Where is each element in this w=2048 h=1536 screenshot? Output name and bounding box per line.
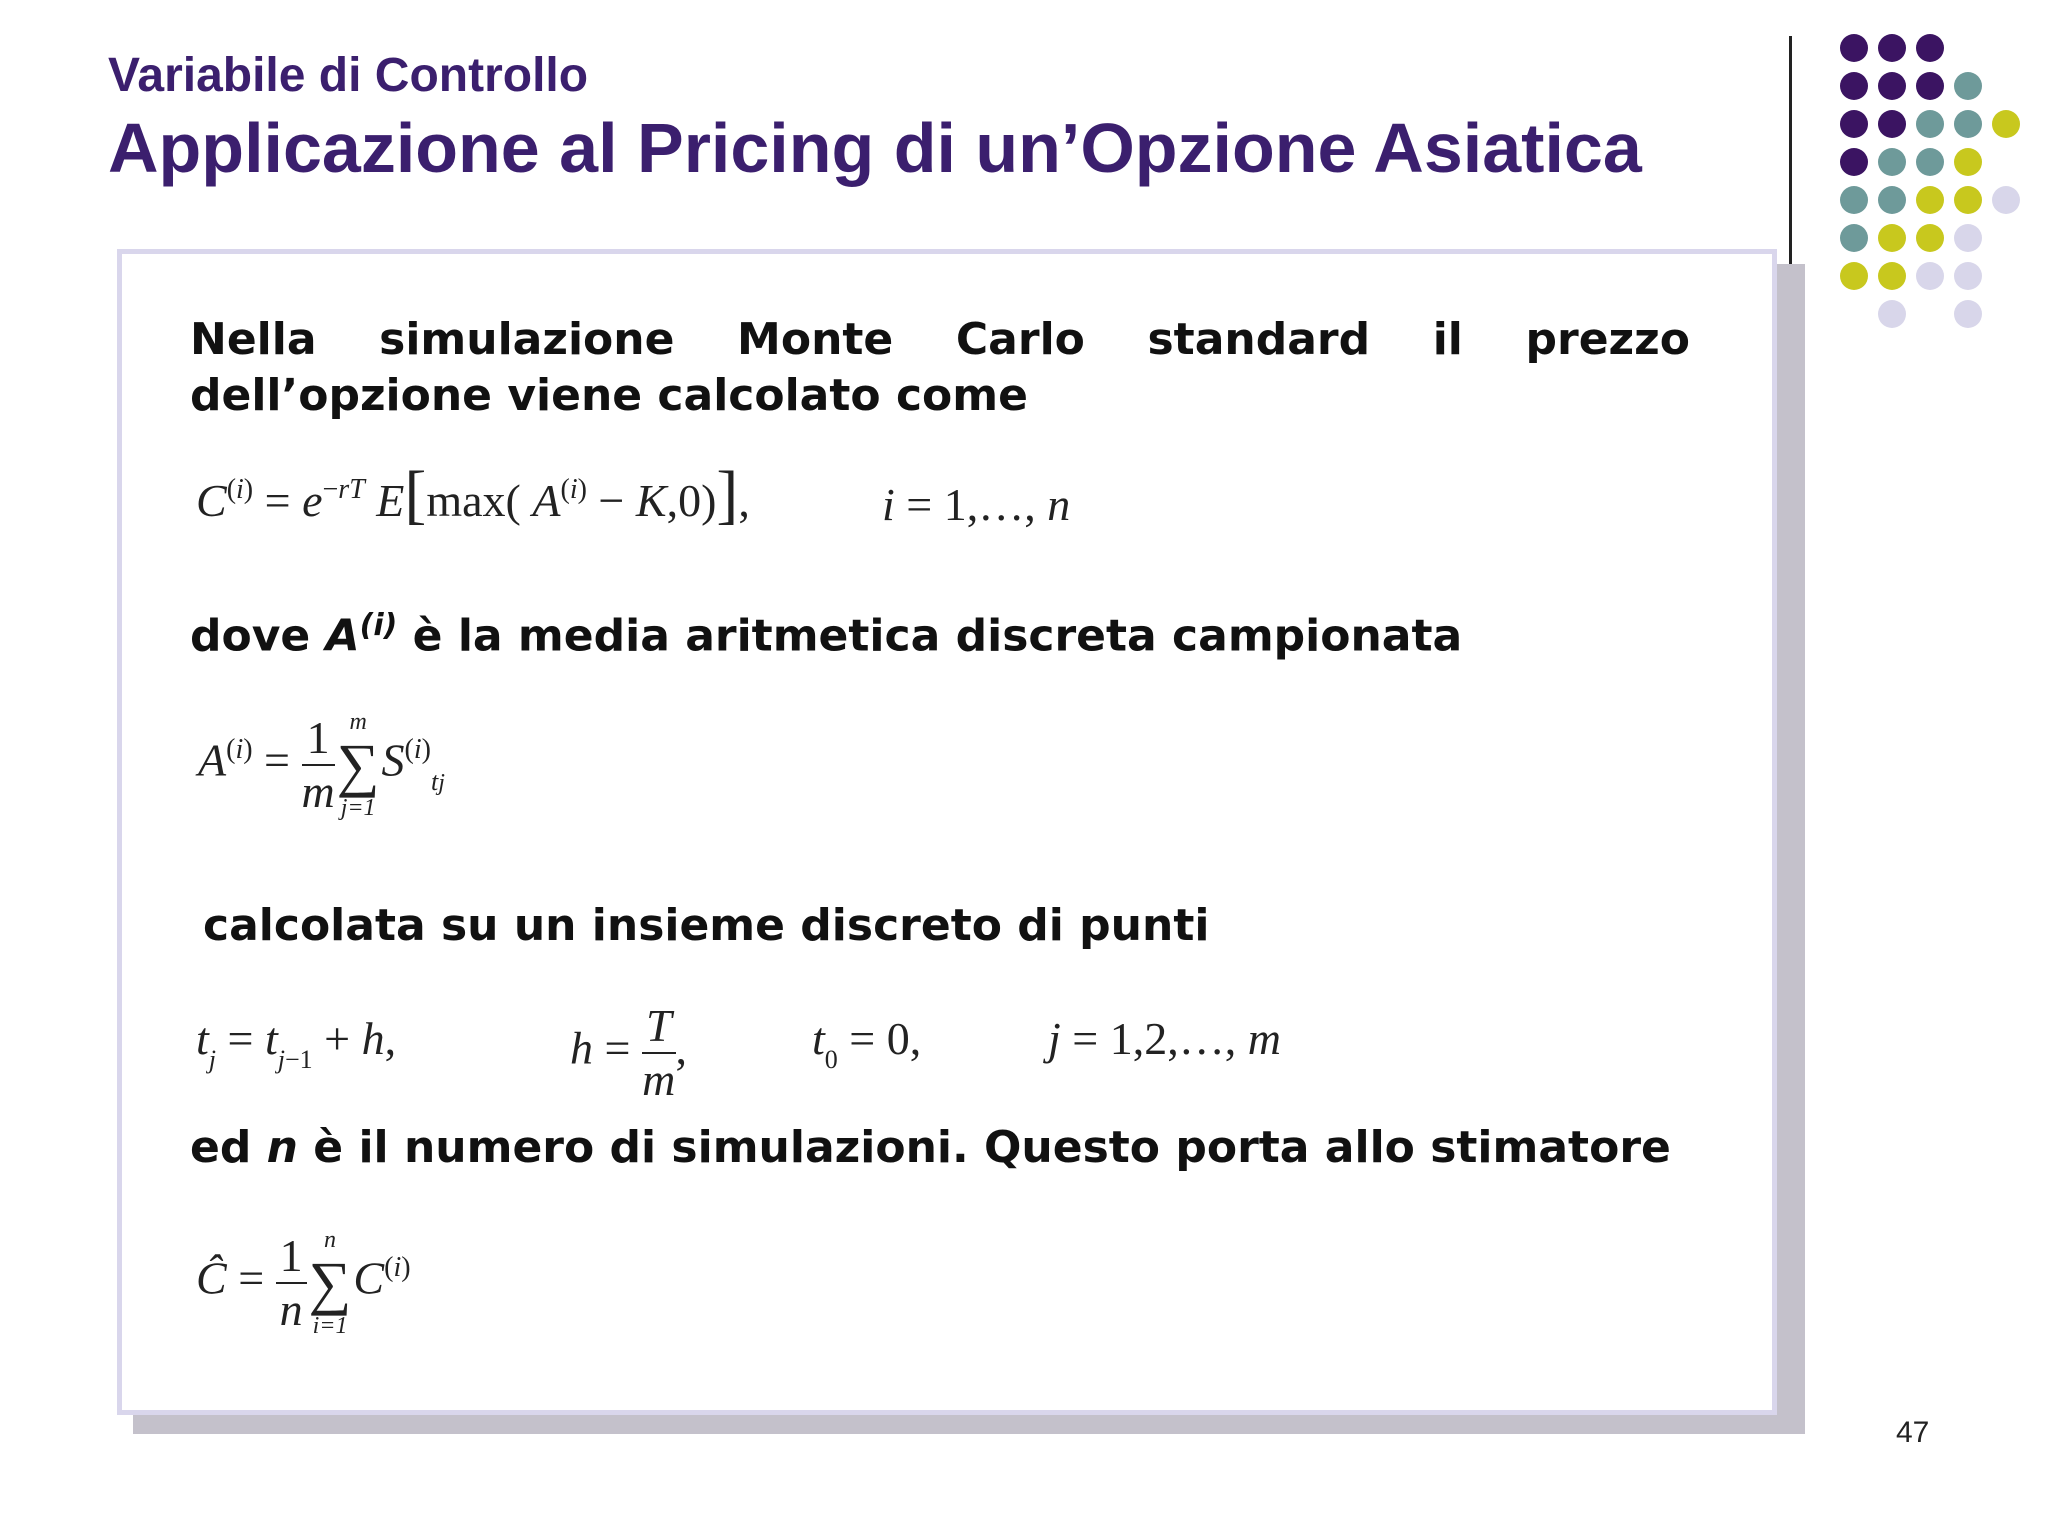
decor-dot xyxy=(1954,186,1982,214)
formula-initial-time: $t_0 = 0$, xyxy=(812,1013,922,1074)
formula-option-price: $C^{(i)} = e^{-rT}$ E[max( $A^{(i)} - K,0$)], xyxy=(196,458,750,531)
text-segment: è il numero di simulazioni. Questo porta allo stimatore xyxy=(297,1122,1671,1173)
decor-dot xyxy=(1916,186,1944,214)
decor-dot xyxy=(1916,110,1944,138)
text-segment: dove xyxy=(190,610,326,662)
decor-dot xyxy=(1878,34,1906,62)
paragraph-discrete-points: calcolata su un insieme discreto di punti xyxy=(203,900,1210,951)
formula-time-grid: $t_j = t_{j-1} + h$, xyxy=(196,1013,397,1074)
decor-dot xyxy=(1878,110,1906,138)
decor-dot xyxy=(1992,110,2020,138)
variable-n: n xyxy=(266,1122,298,1173)
decor-dot xyxy=(1916,148,1944,176)
decor-dot xyxy=(1878,72,1906,100)
formula-index-range-j: j = 1,2,…, m xyxy=(1048,1013,1281,1064)
formula-step-size: h = $\frac{T}{m}$ , xyxy=(570,1000,688,1105)
slide-subtitle: Variabile di Controllo xyxy=(108,49,589,102)
slide-title: Applicazione al Pricing di un’Opzione Asiatica xyxy=(108,109,1642,187)
variable-a-superscript: (i) xyxy=(359,608,398,643)
text-segment: è la media aritmetica discreta campionata xyxy=(397,610,1463,662)
variable-a: A xyxy=(325,610,360,662)
decor-dot xyxy=(1954,148,1982,176)
page-number: 47 xyxy=(1896,1416,1930,1449)
decor-dot xyxy=(1954,300,1982,328)
paragraph-estimator xyxy=(190,1120,1690,1176)
decor-dot xyxy=(1878,148,1906,176)
decor-dot xyxy=(1916,72,1944,100)
decor-dot xyxy=(1878,262,1906,290)
decor-dot xyxy=(1992,186,2020,214)
paragraph-mean-definition xyxy=(190,598,1690,665)
decor-dot xyxy=(1954,110,1982,138)
decor-dot xyxy=(1840,224,1868,252)
decor-dot xyxy=(1840,148,1868,176)
decor-dot xyxy=(1954,262,1982,290)
decor-dot xyxy=(1840,34,1868,62)
decor-dot xyxy=(1878,186,1906,214)
decor-dot xyxy=(1954,72,1982,100)
paragraph-intro: Nella simulazione Monte Carlo standard il prezzo dell’opzione viene calcolato come xyxy=(190,314,1690,421)
formula-index-range-i: i = 1,…, n xyxy=(882,479,1071,530)
decor-dot xyxy=(1954,224,1982,252)
decor-dot xyxy=(1916,262,1944,290)
decor-dot xyxy=(1840,110,1868,138)
decor-dot xyxy=(1916,224,1944,252)
decor-dot xyxy=(1878,224,1906,252)
decor-dot xyxy=(1840,186,1868,214)
formula-estimator: Ĉ = $\frac{1}{n}$ n ∑ i=1 $C^{(i)}$ xyxy=(196,1227,411,1339)
decor-dot xyxy=(1840,262,1868,290)
text-segment: ed xyxy=(190,1122,267,1173)
decor-dot xyxy=(1916,34,1944,62)
decor-dot xyxy=(1840,72,1868,100)
formula-arithmetic-mean: $A^{(i)}$ = $\frac{1}{m}$ m ∑ j=1 $S^{(i)}_{tj}$ xyxy=(198,709,445,821)
decor-dot xyxy=(1878,300,1906,328)
